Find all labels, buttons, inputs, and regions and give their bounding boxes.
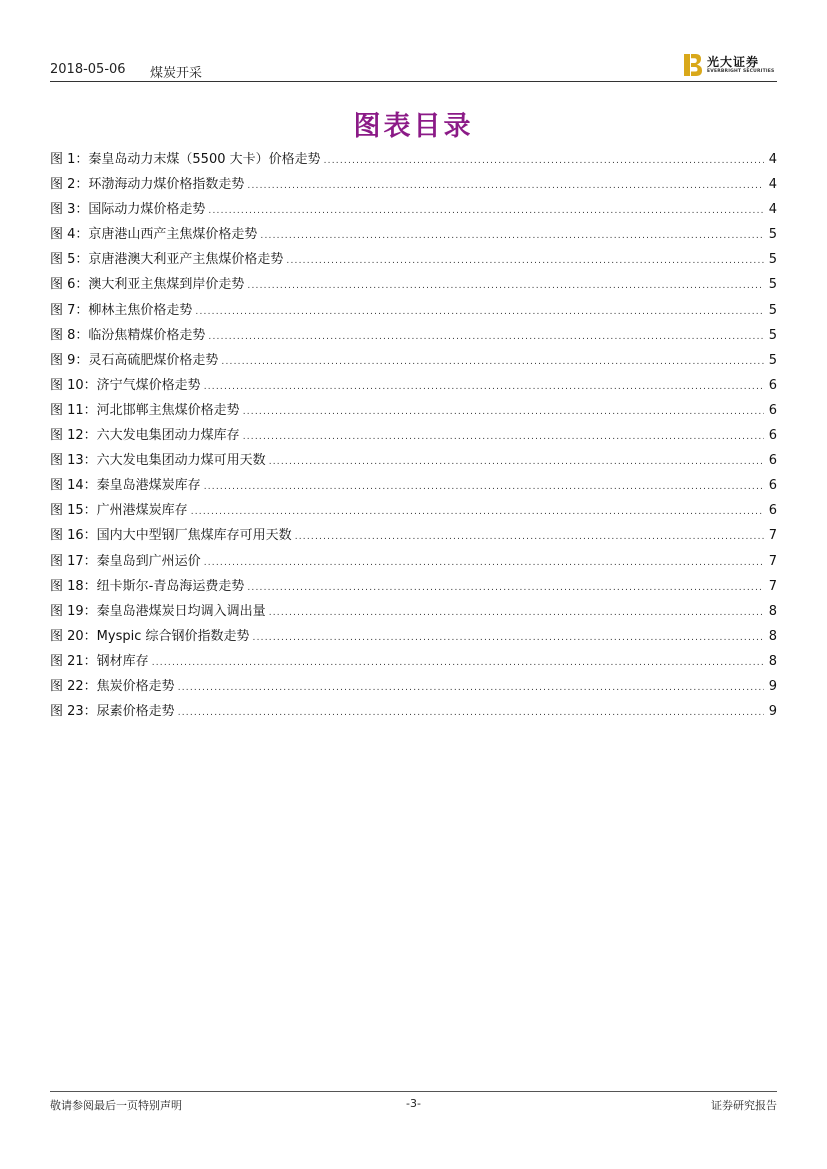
toc-entry-page[interactable]: 7 [768,578,777,594]
toc-dot-leader [221,357,764,367]
toc-entry-page[interactable]: 5 [768,327,777,343]
report-date: 2018-05-06 [50,62,126,77]
toc-entry-label[interactable]: 图 5：京唐港澳大利亚产主焦煤价格走势 [50,252,284,268]
toc-entry-label[interactable]: 图 21：钢材库存 [50,653,149,669]
toc-dot-leader [195,307,764,317]
toc-entry[interactable] [50,173,777,198]
toc-entry-page[interactable]: 6 [768,503,777,519]
toc-dot-leader [204,558,764,568]
toc-dot-leader [178,708,764,718]
toc-entry-label[interactable]: 图 11：河北邯郸主焦煤价格走势 [50,402,240,418]
toc-dot-leader [286,256,764,266]
report-sector: 煤炭开采 [150,66,203,81]
toc-entry-label[interactable]: 图 12：六大发电集团动力煤库存 [50,428,240,444]
toc-dot-leader [152,658,764,668]
toc-entry[interactable] [50,349,777,374]
toc-entry-label[interactable]: 图 22：焦炭价格走势 [50,678,175,694]
footer-disclaimer: 敬请参阅最后一页特别声明 [50,1099,182,1112]
toc-dot-leader [204,382,764,392]
toc-entry[interactable] [50,474,777,499]
toc-entry[interactable] [50,248,777,273]
page-title: 图表目录 [353,111,474,142]
toc-entry-page[interactable]: 4 [768,152,777,167]
toc-entry[interactable] [50,299,777,324]
toc-entry-page[interactable]: 4 [768,202,777,218]
toc-entry-page[interactable]: 6 [768,377,777,393]
toc-dot-leader [191,507,764,517]
toc-entry[interactable] [50,575,777,600]
toc-entry-label[interactable]: 图 19：秦皇岛港煤炭日均调入调出量 [50,603,266,619]
toc-entry[interactable] [50,675,777,700]
toc-entry-page[interactable]: 7 [768,528,777,544]
toc-entry-label[interactable]: 图 9：灵石高硫肥煤价格走势 [50,352,219,368]
toc-entry[interactable] [50,449,777,474]
toc-entry-page[interactable]: 5 [768,277,777,293]
toc-entry[interactable] [50,625,777,650]
toc-dot-leader [260,231,764,241]
toc-entry-label[interactable]: 图 15：广州港煤炭库存 [50,503,188,519]
toc-dot-leader [204,482,764,492]
toc-entry[interactable] [50,324,777,349]
toc-dot-leader [243,432,764,442]
toc-entry-label[interactable]: 图 17：秦皇岛到广州运价 [50,553,201,569]
toc-entry-label[interactable]: 图 7：柳林主焦价格走势 [50,302,193,318]
toc-entry-label[interactable]: 图 6：澳大利亚主焦煤到岸价走势 [50,277,245,293]
toc-entry-label[interactable]: 图 16：国内大中型钢厂焦煤库存可用天数 [50,528,292,544]
toc-entry-label[interactable]: 图 1：秦皇岛动力末煤（5500 大卡）价格走势 [50,152,321,167]
toc-entry[interactable] [50,273,777,298]
toc-entry-page[interactable]: 8 [768,603,777,619]
toc-entry[interactable] [50,600,777,625]
toc-entry-label[interactable]: 图 23：尿素价格走势 [50,704,175,720]
toc-dot-leader [324,156,764,166]
toc-entry-page[interactable]: 8 [768,628,777,644]
toc-entry-label[interactable]: 图 8：临汾焦精煤价格走势 [50,327,206,343]
toc-entry-page[interactable]: 4 [768,177,777,193]
toc-dot-leader [269,608,764,618]
toc-entry-page[interactable]: 9 [768,704,777,720]
toc-entry[interactable] [50,424,777,449]
toc-dot-leader [269,457,764,467]
toc-entry-label[interactable]: 图 13：六大发电集团动力煤可用天数 [50,453,266,469]
toc-entry[interactable] [50,524,777,549]
toc-entry[interactable] [50,550,777,575]
toc-entry-page[interactable]: 6 [768,428,777,444]
toc-entry-label[interactable]: 图 3：国际动力煤价格走势 [50,202,206,218]
toc-dot-leader [208,206,764,216]
toc-dot-leader [178,683,764,693]
logo-name-en: EVERBRIGHT SECURITIES [707,69,775,74]
toc-dot-leader [253,633,764,643]
toc-dot-leader [247,281,764,291]
toc-entry[interactable] [50,650,777,675]
toc-entry-page[interactable]: 6 [768,402,777,418]
toc-entry[interactable] [50,399,777,424]
everbright-logo [684,53,778,77]
toc-entry-page[interactable]: 5 [768,302,777,318]
toc-entry[interactable] [50,198,777,223]
toc-dot-leader [295,532,764,542]
logo-name-cn: 光大证券 [707,55,760,69]
page-footer [50,1097,777,1113]
everbright-logo-icon [684,54,702,76]
figure-table-of-contents [50,148,777,725]
toc-entry-page[interactable]: 7 [768,553,777,569]
toc-entry-label[interactable]: 图 14：秦皇岛港煤炭库存 [50,478,201,494]
toc-entry-label[interactable]: 图 4：京唐港山西产主焦煤价格走势 [50,227,258,243]
toc-entry-page[interactable]: 6 [768,478,777,494]
toc-entry-page[interactable]: 8 [768,653,777,669]
toc-dot-leader [243,407,764,417]
toc-entry-page[interactable]: 9 [768,678,777,694]
toc-entry[interactable] [50,148,777,173]
toc-dot-leader [208,332,764,342]
toc-entry[interactable] [50,499,777,524]
toc-entry[interactable] [50,374,777,399]
footer-divider [50,1091,777,1092]
toc-entry-label[interactable]: 图 10：济宁气煤价格走势 [50,377,201,393]
toc-entry-page[interactable]: 5 [768,227,777,243]
toc-entry-page[interactable]: 5 [768,252,777,268]
header-divider [50,81,777,82]
toc-entry[interactable] [50,700,777,725]
toc-entry-page[interactable]: 5 [768,352,777,368]
toc-entry-label[interactable]: 图 20：Myspic 综合钢价指数走势 [50,628,250,644]
toc-entry-page[interactable]: 6 [768,453,777,469]
page-header [50,58,777,82]
toc-dot-leader [247,181,764,191]
footer-report-type: 证券研究报告 [711,1099,777,1112]
toc-entry-label[interactable]: 图 18：纽卡斯尔-青岛海运费走势 [50,578,245,594]
toc-entry[interactable] [50,223,777,248]
toc-dot-leader [247,583,764,593]
footer-page-number: -3- [406,1097,421,1110]
toc-entry-label[interactable]: 图 2：环渤海动力煤价格指数走势 [50,177,245,193]
